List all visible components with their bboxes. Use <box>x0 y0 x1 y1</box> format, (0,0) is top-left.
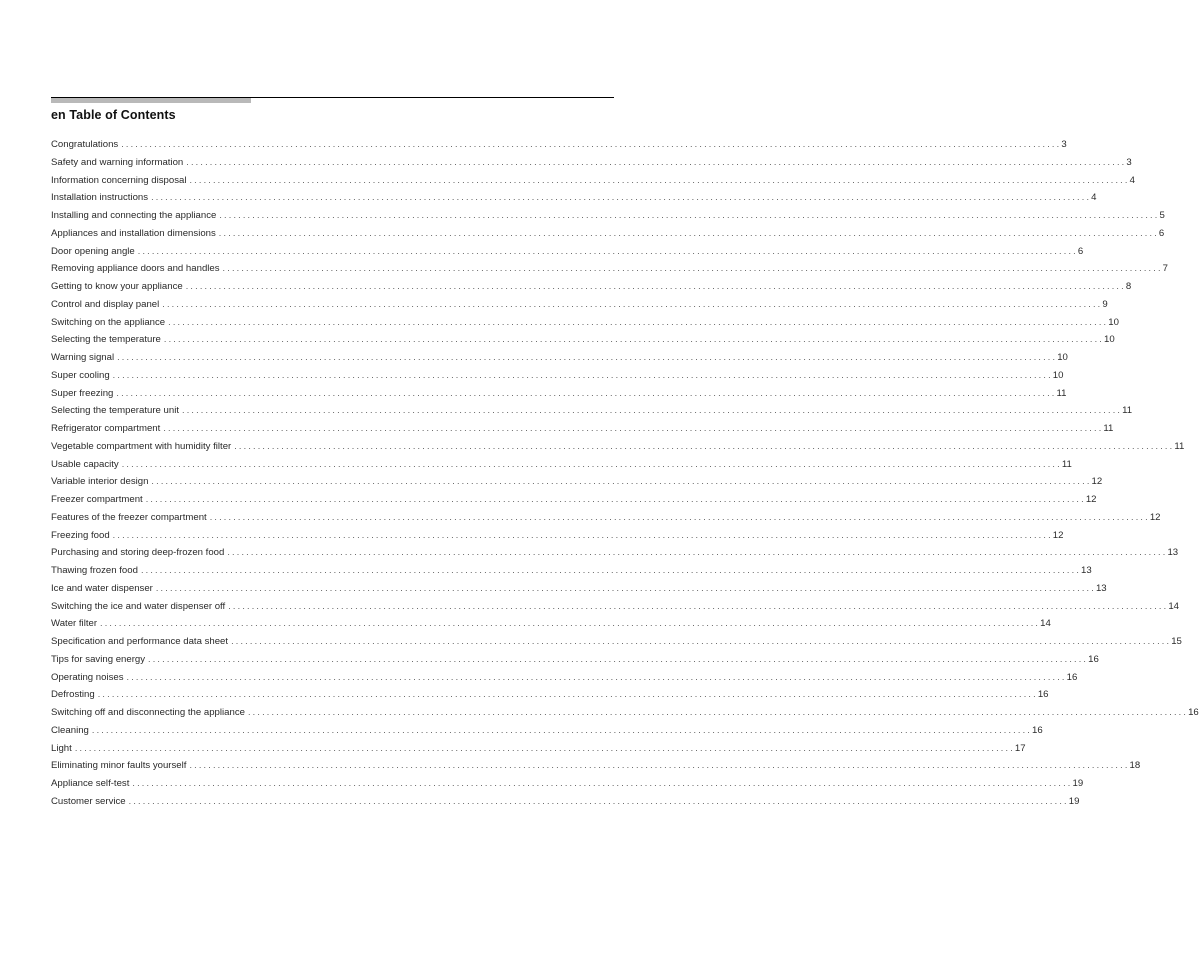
toc-entry-page-number: 10 <box>1108 316 1119 328</box>
toc-entry-page-number: 12 <box>1085 494 1097 505</box>
dot-leader: ........................................................................................................................................................................................................ <box>117 352 1058 362</box>
toc-entry-label: Purchasing and storing deep-frozen food <box>51 547 225 559</box>
toc-entry-label: Freezer compartment <box>51 494 143 505</box>
toc-entry[interactable] <box>51 243 1084 261</box>
toc-entry-label: Operating noises <box>51 671 124 683</box>
dot-leader: ........................................................................................................................................................................................................ <box>162 298 1103 309</box>
dot-leader: ........................................................................................................................................................................................................ <box>189 174 1130 185</box>
toc-entry-label: Switching off and disconnecting the appliance <box>51 707 245 718</box>
dot-leader: ........................................................................................................................................................................................................ <box>91 724 1032 735</box>
dot-leader: ........................................................................................................................................................................................................ <box>151 192 1092 203</box>
dot-leader: ........................................................................................................................................................................................................ <box>121 139 1062 149</box>
toc-entry-label: Defrosting <box>51 689 95 701</box>
dot-leader: ........................................................................................................................................................................................................ <box>222 263 1163 274</box>
toc-entry-label: Water filter <box>51 618 98 630</box>
toc-entry-label: Getting to know your appliance <box>51 281 183 292</box>
toc-entry-page-number: 11 <box>1103 423 1114 434</box>
toc-entry-page-number: 6 <box>1158 227 1165 239</box>
page-title: en Table of Contents <box>51 108 176 122</box>
toc-entry-label: Specification and performance data sheet <box>51 636 229 647</box>
dot-leader: ........................................................................................................................................................................................................ <box>218 227 1159 238</box>
toc-entry[interactable] <box>51 562 1092 580</box>
toc-entry-label: Customer service <box>51 795 126 807</box>
toc-entry[interactable] <box>51 420 1114 438</box>
toc-entry-page-number: 10 <box>1052 369 1064 381</box>
toc-entry-page-number: 16 <box>1031 724 1043 736</box>
toc-entry[interactable] <box>51 314 1119 332</box>
dot-leader: ........................................................................................................................................................................................................ <box>163 423 1104 433</box>
toc-entry[interactable] <box>51 189 1097 207</box>
toc-entry-label: Removing appliance doors and handles <box>51 263 220 275</box>
dot-leader: ........................................................................................................................................................................................................ <box>145 494 1086 504</box>
toc-entry[interactable] <box>51 296 1108 314</box>
dot-leader: ........................................................................................................................................................................................................ <box>121 458 1062 469</box>
toc-entry-page-number: 11 <box>1061 458 1072 470</box>
toc-entry-page-number: 11 <box>1174 440 1185 452</box>
toc-entry[interactable] <box>51 136 1067 154</box>
toc-entry[interactable] <box>51 278 1132 296</box>
toc-entry-label: Selecting the temperature unit <box>51 405 179 417</box>
dot-leader: ........................................................................................................................................................................................................ <box>168 316 1109 327</box>
toc-entry-label: Appliance self-test <box>51 778 130 789</box>
toc-entry-page-number: 4 <box>1129 174 1135 186</box>
toc-entry-page-number: 7 <box>1162 263 1168 275</box>
dot-leader: ........................................................................................................................................................................................................ <box>97 689 1038 700</box>
toc-entry[interactable] <box>51 402 1133 420</box>
toc-entry[interactable] <box>51 704 1199 722</box>
dot-leader: ........................................................................................................................................................................................................ <box>132 778 1073 788</box>
dot-leader: ........................................................................................................................................................................................................ <box>228 600 1169 611</box>
toc-entry-page-number: 15 <box>1171 636 1182 647</box>
toc-entry-page-number: 12 <box>1091 476 1103 488</box>
toc-entry-page-number: 4 <box>1091 192 1097 204</box>
toc-entry-page-number: 13 <box>1167 547 1179 559</box>
toc-entry-page-number: 18 <box>1129 760 1141 772</box>
dot-leader: ........................................................................................................................................................................................................ <box>155 582 1096 593</box>
toc-entry-page-number: 13 <box>1081 565 1092 576</box>
dot-leader: ........................................................................................................................................................................................................ <box>163 334 1104 345</box>
dot-leader: ........................................................................................................................................................................................................ <box>247 707 1189 717</box>
header-accent-bar <box>51 98 251 103</box>
dot-leader: ........................................................................................................................................................................................................ <box>189 760 1130 771</box>
toc-entry[interactable] <box>51 438 1185 456</box>
toc-entry-page-number: 12 <box>1052 529 1064 541</box>
dot-leader: ........................................................................................................................................................................................................ <box>116 387 1057 398</box>
toc-entry-label: Thawing frozen food <box>51 565 138 576</box>
toc-entry-page-number: 14 <box>1168 600 1179 612</box>
dot-leader: ........................................................................................................................................................................................................ <box>137 245 1078 256</box>
toc-entry-label: Door opening angle <box>51 245 135 257</box>
dot-leader: ........................................................................................................................................................................................................ <box>128 795 1069 806</box>
dot-leader: ........................................................................................................................................................................................................ <box>227 547 1168 558</box>
dot-leader: ........................................................................................................................................................................................................ <box>186 156 1127 167</box>
toc-entry-label: Super cooling <box>51 369 110 381</box>
toc-entry-page-number: 14 <box>1040 618 1051 630</box>
toc-entry[interactable] <box>51 260 1168 278</box>
toc-entry[interactable] <box>51 527 1064 545</box>
toc-entry[interactable] <box>51 651 1099 669</box>
toc-entry-label: Control and display panel <box>51 298 160 310</box>
toc-entry[interactable] <box>51 544 1179 562</box>
toc-entry-page-number: 11 <box>1056 387 1067 399</box>
toc-entry-page-number: 5 <box>1159 210 1165 221</box>
toc-entry[interactable] <box>51 207 1165 225</box>
dot-leader: ........................................................................................................................................................................................................ <box>151 476 1092 487</box>
toc-entry-page-number: 8 <box>1125 281 1132 292</box>
toc-entry-page-number: 10 <box>1057 352 1068 363</box>
toc-entry-page-number: 16 <box>1088 653 1099 665</box>
dot-leader: ........................................................................................................................................................................................................ <box>185 281 1126 291</box>
toc-entry[interactable] <box>51 775 1084 793</box>
toc-entry-page-number: 6 <box>1077 245 1084 257</box>
toc-entry[interactable] <box>51 686 1049 704</box>
dot-leader: ........................................................................................................................................................................................................ <box>140 565 1082 575</box>
dot-leader: ........................................................................................................................................................................................................ <box>112 529 1053 540</box>
toc-entry[interactable] <box>51 367 1064 385</box>
toc-entry-label: Super freezing <box>51 387 114 399</box>
toc-entry[interactable] <box>51 456 1072 474</box>
toc-entry[interactable] <box>51 580 1107 598</box>
toc-entry-label: Installing and connecting the appliance <box>51 210 217 221</box>
toc-entry-page-number: 3 <box>1061 139 1067 150</box>
dot-leader: ........................................................................................................................................................................................................ <box>74 742 1015 753</box>
dot-leader: ........................................................................................................................................................................................................ <box>100 618 1041 629</box>
toc-entry-label: Safety and warning information <box>51 156 184 168</box>
toc-entry-page-number: 13 <box>1095 582 1107 594</box>
toc-entry[interactable] <box>51 491 1097 509</box>
toc-entry-page-number: 16 <box>1188 707 1199 718</box>
toc-entry[interactable] <box>51 722 1043 740</box>
toc-entry-label: Selecting the temperature <box>51 334 161 346</box>
dot-leader: ........................................................................................................................................................................................................ <box>219 210 1160 220</box>
toc-entry[interactable] <box>51 473 1103 491</box>
toc-entry-label: Switching the ice and water dispenser off <box>51 600 226 612</box>
toc-entry[interactable] <box>51 349 1068 367</box>
toc-entry-page-number: 16 <box>1066 671 1078 683</box>
toc-entry-label: Usable capacity <box>51 458 119 470</box>
toc-entry[interactable] <box>51 509 1161 527</box>
dot-leader: ........................................................................................................................................................................................................ <box>234 440 1175 451</box>
toc-entry[interactable] <box>51 615 1051 633</box>
toc-entry[interactable] <box>51 385 1067 403</box>
toc-entry[interactable] <box>51 633 1182 651</box>
toc-entry-page-number: 17 <box>1014 742 1026 754</box>
toc-entry-page-number: 11 <box>1122 405 1133 417</box>
dot-leader: ........................................................................................................................................................................................................ <box>148 653 1089 664</box>
toc-entry-label: Light <box>51 742 72 754</box>
toc-entry-label: Refrigerator compartment <box>51 423 161 434</box>
toc-entry[interactable] <box>51 598 1179 616</box>
toc-entry-page-number: 16 <box>1037 689 1049 701</box>
toc-entry[interactable] <box>51 757 1141 775</box>
toc-entry[interactable] <box>51 172 1135 190</box>
dot-leader: ........................................................................................................................................................................................................ <box>112 369 1053 380</box>
toc-entry-label: Features of the freezer compartment <box>51 511 207 523</box>
toc-entry-label: Cleaning <box>51 724 89 736</box>
toc-entry-label: Tips for saving energy <box>51 653 146 665</box>
toc-entry[interactable] <box>51 154 1132 172</box>
toc-entry-label: Congratulations <box>51 139 119 150</box>
toc-entry-label: Switching on the appliance <box>51 316 166 328</box>
toc-entry-page-number: 19 <box>1068 795 1080 807</box>
toc-entry[interactable] <box>51 331 1115 349</box>
dot-leader: ........................................................................................................................................................................................................ <box>231 636 1172 646</box>
dot-leader: ........................................................................................................................................................................................................ <box>209 511 1150 522</box>
toc-entry-page-number: 3 <box>1126 156 1132 168</box>
dot-leader: ........................................................................................................................................................................................................ <box>182 405 1123 416</box>
toc-entry-label: Variable interior design <box>51 476 149 488</box>
toc-entry-label: Appliances and installation dimensions <box>51 227 216 239</box>
toc-entry[interactable] <box>51 669 1078 687</box>
toc-entry-label: Freezing food <box>51 529 110 541</box>
toc-entry-page-number: 10 <box>1103 334 1115 346</box>
toc-entry[interactable] <box>51 740 1026 758</box>
table-of-contents <box>51 136 1199 811</box>
toc-entry[interactable] <box>51 793 1080 811</box>
toc-entry-label: Ice and water dispenser <box>51 582 153 594</box>
toc-entry-label: Installation instructions <box>51 192 149 204</box>
toc-entry[interactable] <box>51 225 1165 243</box>
toc-entry-label: Eliminating minor faults yourself <box>51 760 187 772</box>
toc-entry-page-number: 9 <box>1102 298 1108 310</box>
toc-entry-page-number: 12 <box>1149 511 1161 523</box>
toc-entry-label: Warning signal <box>51 352 115 363</box>
dot-leader: ........................................................................................................................................................................................................ <box>126 671 1067 682</box>
toc-entry-label: Information concerning disposal <box>51 174 187 186</box>
toc-entry-label: Vegetable compartment with humidity filter <box>51 440 232 452</box>
toc-entry-page-number: 19 <box>1072 778 1084 789</box>
